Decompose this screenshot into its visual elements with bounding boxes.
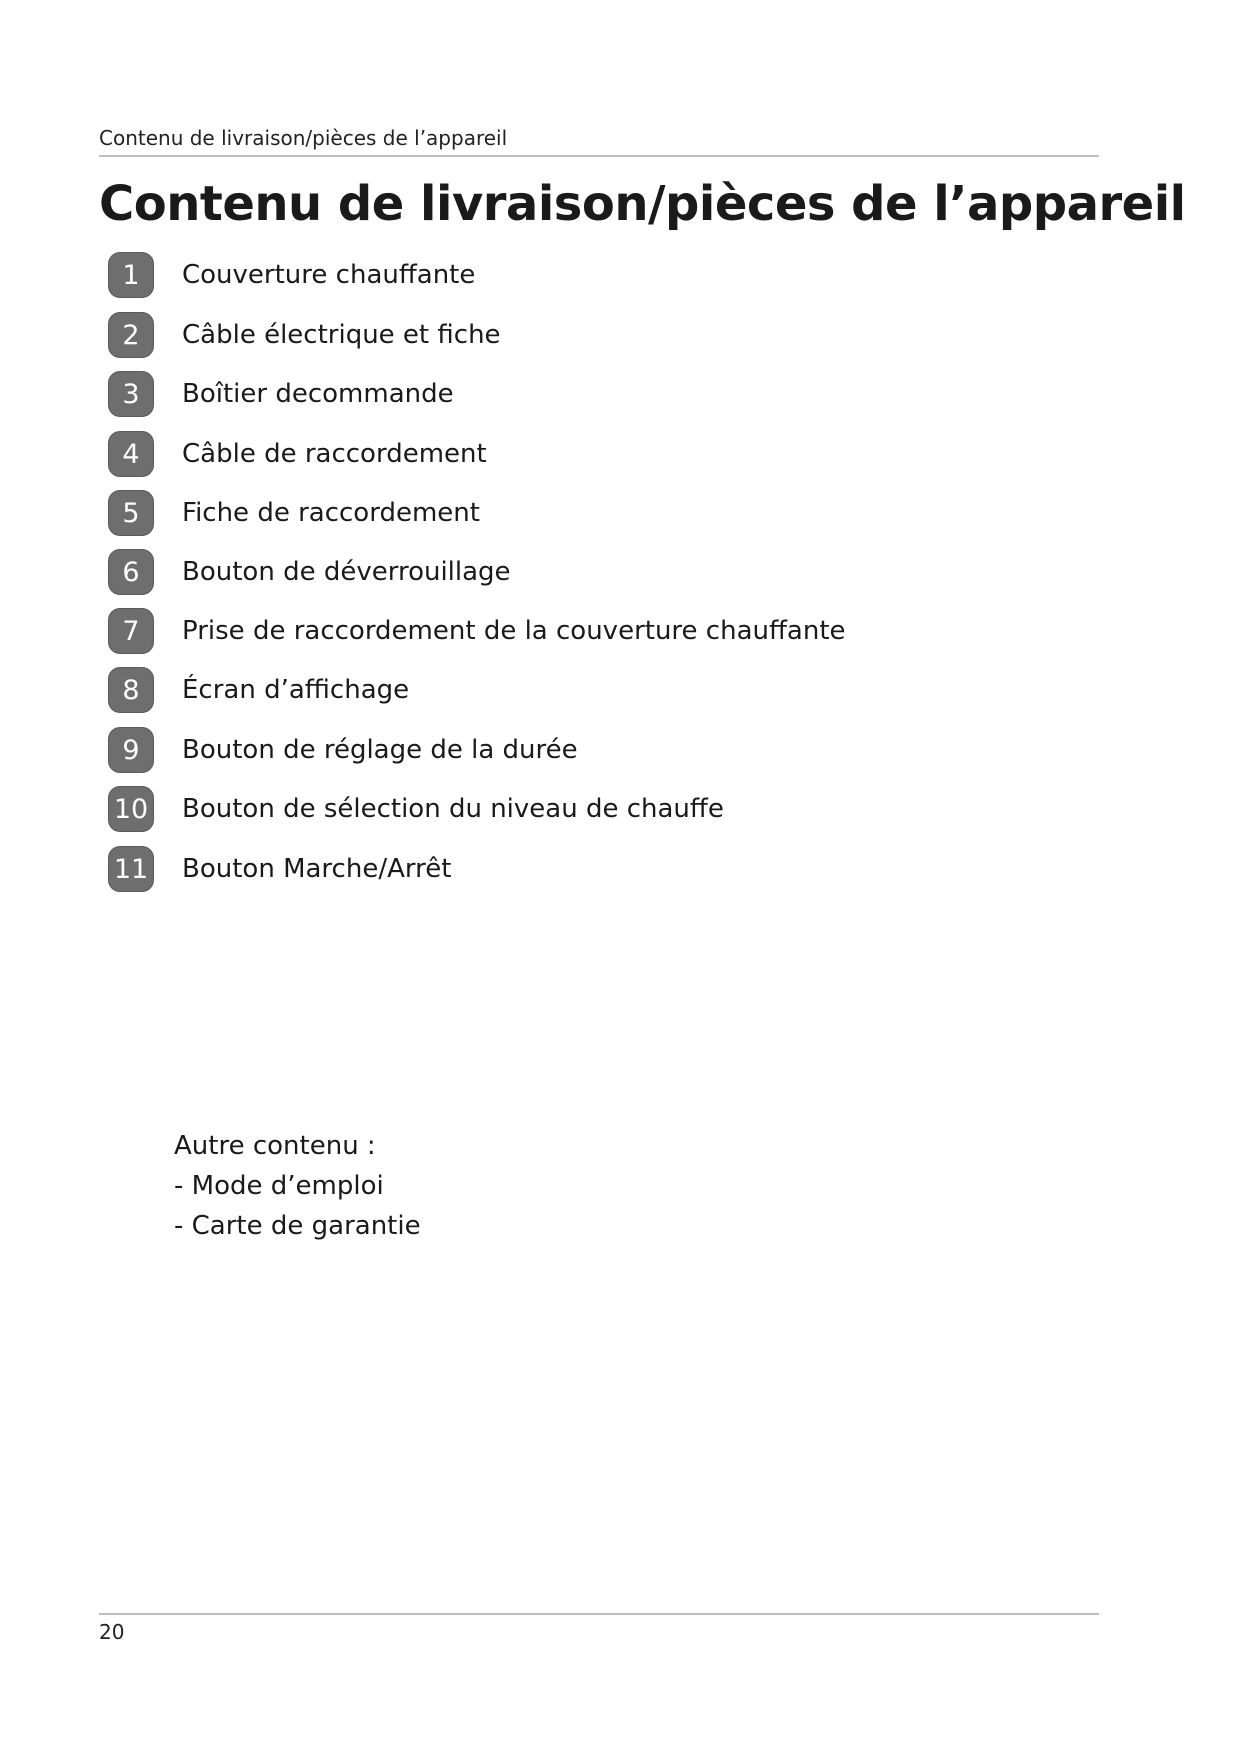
part-label: Bouton de sélection du niveau de chauffe xyxy=(182,794,724,824)
other-contents-item: - Carte de garantie xyxy=(174,1211,421,1241)
part-number-badge: 3 xyxy=(108,371,154,417)
part-number-badge: 8 xyxy=(108,667,154,713)
list-item xyxy=(108,490,480,536)
part-number-badge: 5 xyxy=(108,490,154,536)
part-label: Câble de raccordement xyxy=(182,439,487,469)
part-label: Bouton de déverrouillage xyxy=(182,557,511,587)
page-number: 20 xyxy=(99,1620,125,1644)
part-number-badge: 4 xyxy=(108,431,154,477)
part-number-badge: 6 xyxy=(108,549,154,595)
part-label: Bouton de réglage de la durée xyxy=(182,735,578,765)
part-number-badge: 2 xyxy=(108,312,154,358)
part-label: Bouton Marche/Arrêt xyxy=(182,854,452,884)
header-divider xyxy=(99,155,1099,157)
list-item xyxy=(108,667,409,713)
list-item xyxy=(108,312,501,358)
list-item xyxy=(108,846,451,892)
other-contents-item: - Mode d’emploi xyxy=(174,1171,384,1201)
list-item xyxy=(108,786,724,832)
other-contents-heading: Autre contenu : xyxy=(174,1131,376,1161)
part-number-badge: 10 xyxy=(108,786,154,832)
part-number-badge: 11 xyxy=(108,846,154,892)
part-label: Prise de raccordement de la couverture chauffante xyxy=(182,616,846,646)
list-item xyxy=(108,608,846,654)
list-item xyxy=(108,549,511,595)
part-number-badge: 7 xyxy=(108,608,154,654)
list-item xyxy=(108,727,578,773)
part-label: Fiche de raccordement xyxy=(182,498,480,528)
page-title: Contenu de livraison/pièces de l’appareil xyxy=(99,176,1186,232)
footer-divider xyxy=(99,1613,1099,1615)
part-number-badge: 9 xyxy=(108,727,154,773)
list-item xyxy=(108,431,487,477)
part-number-badge: 1 xyxy=(108,252,154,298)
part-label: Couverture chauffante xyxy=(182,260,476,290)
part-label: Écran d’affichage xyxy=(182,675,410,705)
other-contents xyxy=(174,1126,421,1246)
list-item xyxy=(108,252,475,298)
list-item xyxy=(108,371,454,417)
part-label: Boîtier decommande xyxy=(182,379,454,409)
part-label: Câble électrique et fiche xyxy=(182,320,501,350)
running-header: Contenu de livraison/pièces de l’appareil xyxy=(99,126,508,150)
